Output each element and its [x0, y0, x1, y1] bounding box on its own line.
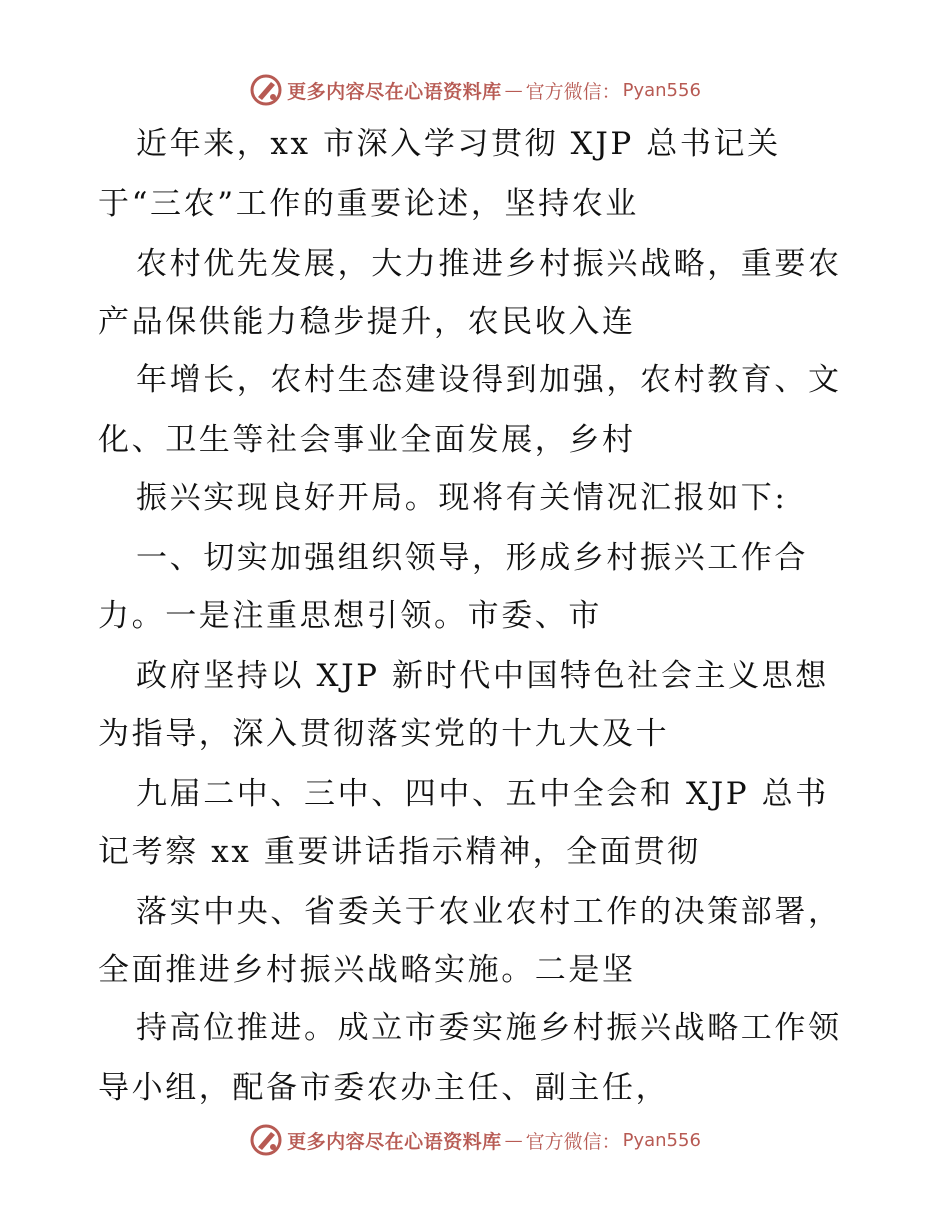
pen-seal-logo-icon [249, 73, 283, 107]
text-line: 产品保供能力稳步提升，农民收入连 [98, 304, 636, 340]
text-line: 持高位推进。成立市委实施乡村振兴战略工作领 [136, 1010, 842, 1046]
banner-wechat-id: Pyan556 [622, 79, 701, 101]
text-line: 力。一是注重思想引领。市委、市 [98, 598, 602, 634]
banner-main-text: 更多内容尽在心语资料库 [287, 80, 502, 103]
text-line: 为指导，深入贯彻落实党的十九大及十 [98, 716, 670, 752]
text-line: 记考察 xx 重要讲话指示精神，全面贯彻 [98, 834, 701, 870]
text-line: 九届二中、三中、四中、五中全会和 XJP 总书 [136, 776, 829, 812]
text-line: 全面推进乡村振兴战略实施。二是坚 [98, 952, 636, 988]
banner-main-text: 更多内容尽在心语资料库 [287, 1130, 502, 1153]
banner-sub-text: 官方微信： [525, 1130, 621, 1153]
banner-dash: — [504, 1129, 523, 1151]
text-line: 落实中央、省委关于农业农村工作的决策部署， [136, 894, 842, 930]
text-line: 政府坚持以 XJP 新时代中国特色社会主义思想 [136, 658, 829, 694]
text-line: 振兴实现良好开局。现将有关情况汇报如下: [136, 480, 788, 516]
text-line: 导小组，配备市委农办主任、副主任， [98, 1070, 670, 1106]
pen-seal-logo-icon [249, 1123, 283, 1157]
text-line: 年增长，农村生态建设得到加强，农村教育、文 [136, 362, 842, 398]
banner-sub-text: 官方微信： [525, 80, 621, 103]
header-banner [0, 70, 950, 110]
text-line: 近年来，xx 市深入学习贯彻 XJP 总书记关 [136, 126, 781, 162]
text-line: 化、卫生等社会事业全面发展，乡村 [98, 422, 636, 458]
text-line: 于“三农”工作的重要论述，坚持农业 [98, 186, 639, 222]
banner-wechat-id: Pyan556 [622, 1129, 701, 1151]
text-line: 农村优先发展，大力推进乡村振兴战略，重要农 [136, 246, 842, 282]
footer-banner [0, 1120, 950, 1160]
banner-dash: — [504, 79, 523, 101]
text-line: 一、切实加强组织领导，形成乡村振兴工作合 [136, 540, 808, 576]
